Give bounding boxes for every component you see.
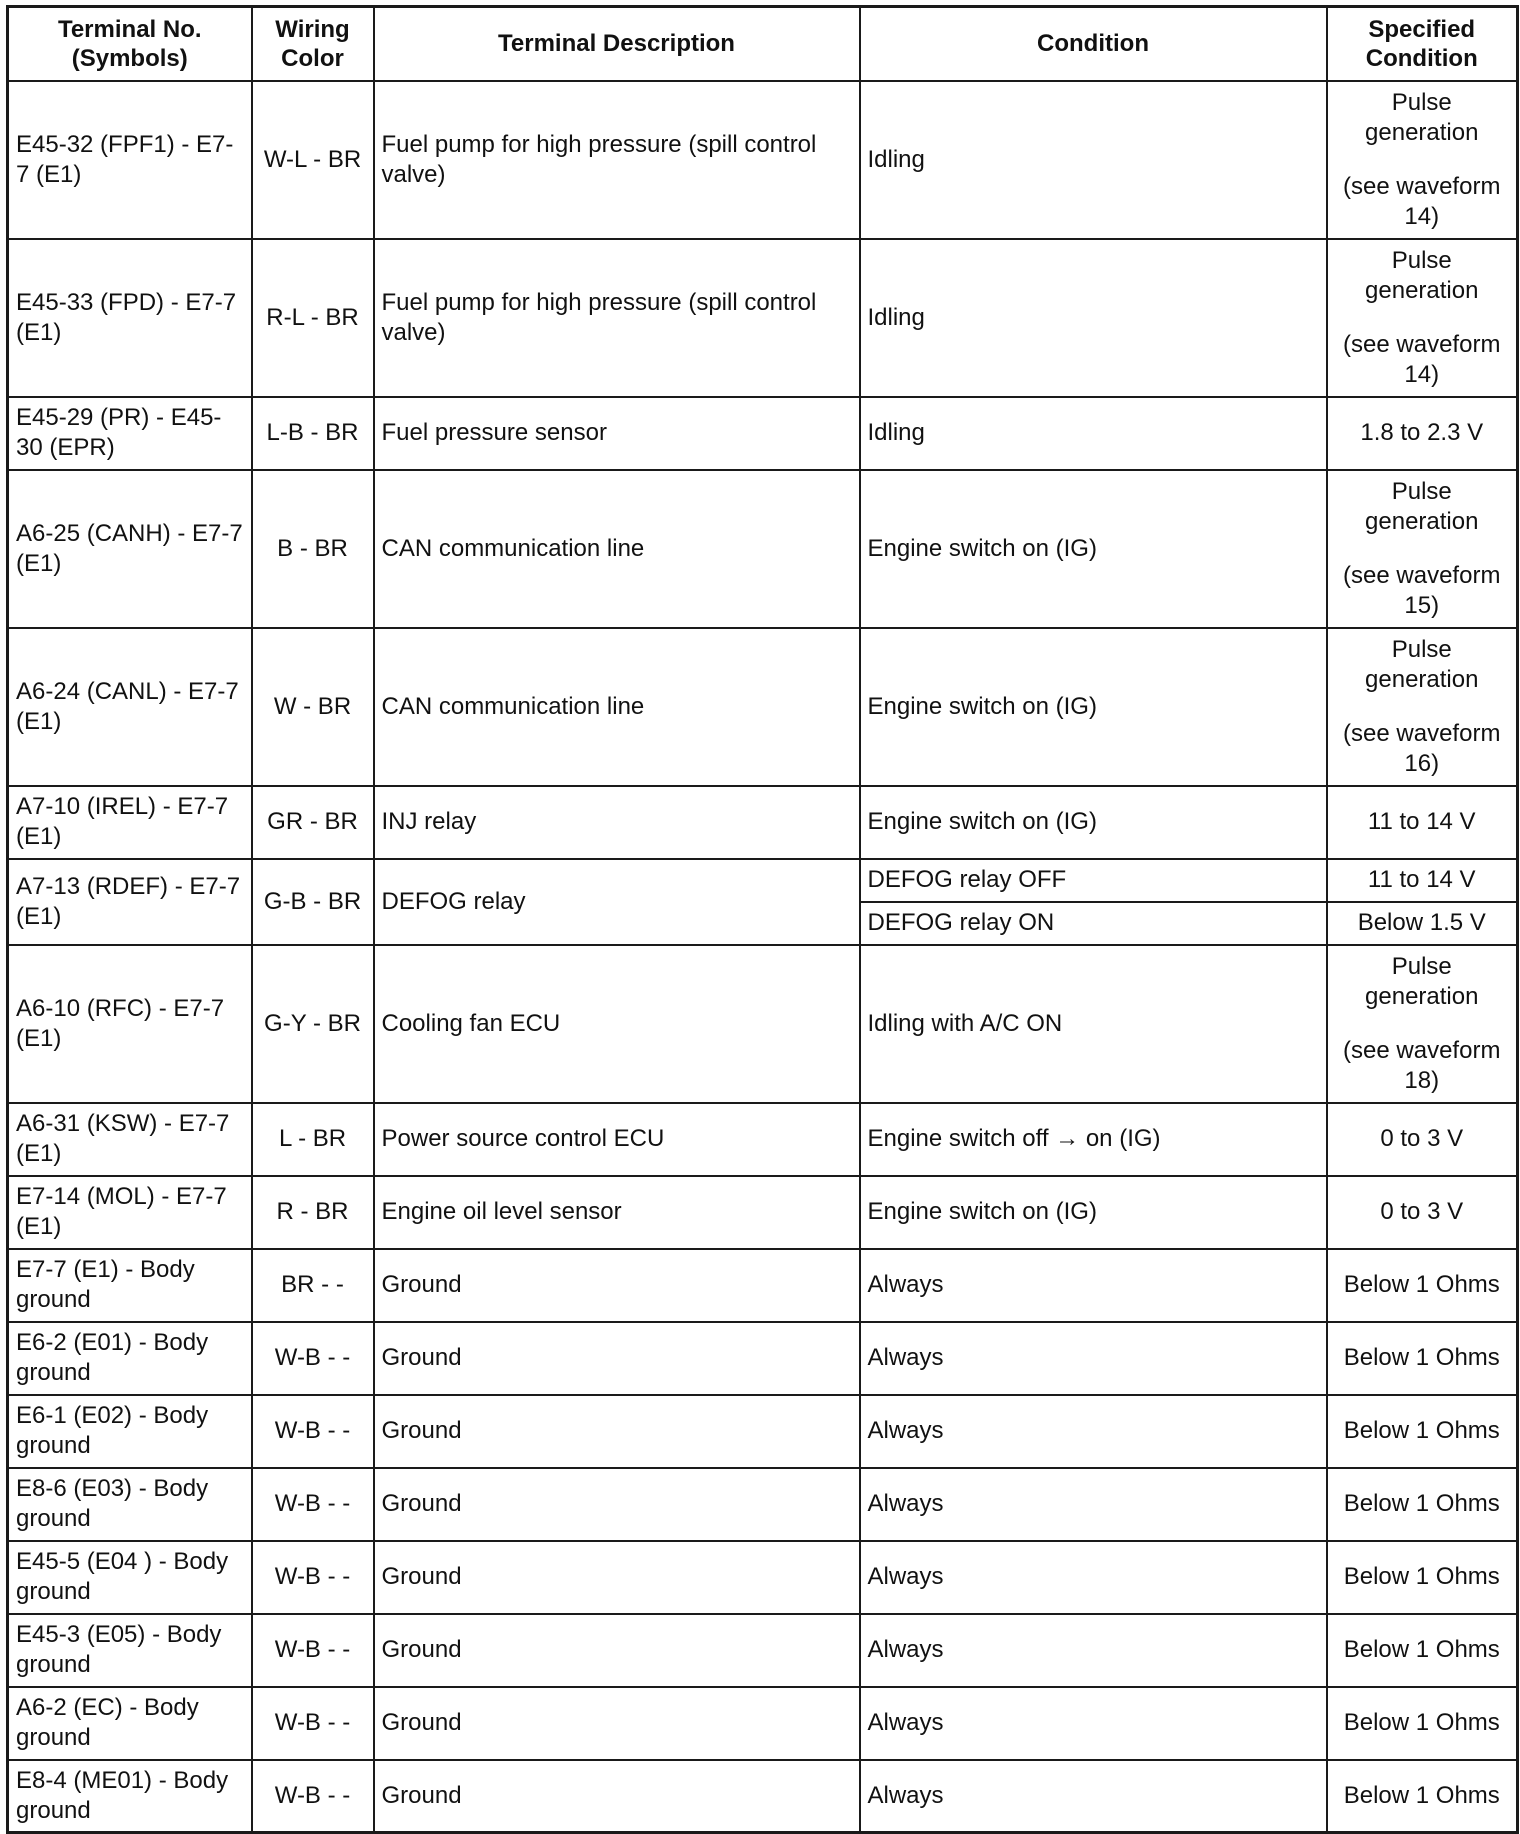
terminal-cell: E45-29 (PR) - E45-30 (EPR) (8, 397, 252, 470)
wiring-color-cell: R-L - BR (252, 239, 374, 397)
terminal-cell: E45-5 (E04 ) - Body ground (8, 1541, 252, 1614)
wiring-color-cell: W-B - - (252, 1687, 374, 1760)
condition-cell: Engine switch off → on (IG) (860, 1103, 1327, 1176)
terminal-cell: E45-33 (FPD) - E7-7 (E1) (8, 239, 252, 397)
terminal-cell: E8-4 (ME01) - Body ground (8, 1760, 252, 1833)
condition-cell: Always (860, 1760, 1327, 1833)
wiring-color-cell: W - BR (252, 628, 374, 786)
table-row (8, 1687, 1518, 1760)
waveform-note: (see waveform 16) (1343, 719, 1501, 777)
wiring-color-cell: G-Y - BR (252, 945, 374, 1103)
specified-condition-cell: Below 1 Ohms (1327, 1468, 1518, 1541)
terminal-cell: E45-32 (FPF1) - E7-7 (E1) (8, 81, 252, 239)
terminal-cell: E45-3 (E05) - Body ground (8, 1614, 252, 1687)
wiring-color-cell: B - BR (252, 470, 374, 628)
condition-cell: Always (860, 1687, 1327, 1760)
table-row (8, 1322, 1518, 1395)
header-terminal-description: Terminal Description (374, 7, 860, 81)
condition-cell: Always (860, 1249, 1327, 1322)
wiring-color-cell: R - BR (252, 1176, 374, 1249)
description-cell: Ground (374, 1541, 860, 1614)
wiring-color-cell: BR - - (252, 1249, 374, 1322)
terminal-cell: A7-13 (RDEF) - E7-7 (E1) (8, 859, 252, 945)
specified-condition-cell: Below 1 Ohms (1327, 1614, 1518, 1687)
terminal-cell: E6-1 (E02) - Body ground (8, 1395, 252, 1468)
table-row (8, 1103, 1518, 1176)
header-wiring-color: Wiring Color (252, 7, 374, 81)
table-row (8, 786, 1518, 859)
description-cell: Fuel pump for high pressure (spill control valve) (374, 81, 860, 239)
condition-cell: Idling (860, 397, 1327, 470)
specified-condition-cell (1327, 945, 1518, 1103)
table-row (8, 628, 1518, 786)
wiring-color-cell: L - BR (252, 1103, 374, 1176)
terminal-cell: A6-25 (CANH) - E7-7 (E1) (8, 470, 252, 628)
table-row (8, 1249, 1518, 1322)
table-row (8, 1760, 1518, 1833)
header-terminal: Terminal No. (Symbols) (8, 7, 252, 81)
specified-condition-cell (1327, 470, 1518, 628)
condition-cell: Always (860, 1395, 1327, 1468)
specified-condition-cell (1327, 81, 1518, 239)
condition-cell: DEFOG relay ON (860, 902, 1327, 945)
wiring-color-cell: W-B - - (252, 1395, 374, 1468)
description-cell: Ground (374, 1614, 860, 1687)
header-condition: Condition (860, 7, 1327, 81)
specified-condition-cell: 11 to 14 V (1327, 859, 1518, 902)
table-row (8, 1395, 1518, 1468)
description-cell: Ground (374, 1395, 860, 1468)
condition-cell: Idling (860, 239, 1327, 397)
description-cell: Ground (374, 1322, 860, 1395)
terminal-cell: A6-24 (CANL) - E7-7 (E1) (8, 628, 252, 786)
table-row (8, 239, 1518, 397)
table-row (8, 397, 1518, 470)
terminal-spec-table (6, 5, 1519, 1834)
description-cell: CAN communication line (374, 628, 860, 786)
specified-condition-cell: 11 to 14 V (1327, 786, 1518, 859)
specified-condition-cell: Below 1 Ohms (1327, 1541, 1518, 1614)
condition-cell: DEFOG relay OFF (860, 859, 1327, 902)
terminal-cell: E6-2 (E01) - Body ground (8, 1322, 252, 1395)
terminal-cell: A6-2 (EC) - Body ground (8, 1687, 252, 1760)
condition-cell: Always (860, 1614, 1327, 1687)
wiring-color-cell: W-B - - (252, 1468, 374, 1541)
terminal-cell: E8-6 (E03) - Body ground (8, 1468, 252, 1541)
specified-condition-cell: 1.8 to 2.3 V (1327, 397, 1518, 470)
specified-condition-cell: Below 1 Ohms (1327, 1249, 1518, 1322)
wiring-color-cell: W-B - - (252, 1322, 374, 1395)
condition-cell: Idling with A/C ON (860, 945, 1327, 1103)
description-cell: Fuel pump for high pressure (spill control valve) (374, 239, 860, 397)
waveform-note: (see waveform 14) (1343, 330, 1501, 388)
spec-value: Pulse generation (1365, 477, 1479, 535)
terminal-cell: A6-31 (KSW) - E7-7 (E1) (8, 1103, 252, 1176)
wiring-color-cell: W-B - - (252, 1541, 374, 1614)
description-cell: Ground (374, 1249, 860, 1322)
table-row (8, 1176, 1518, 1249)
header-specified-condition: Specified Condition (1327, 7, 1518, 81)
wiring-color-cell: G-B - BR (252, 859, 374, 945)
spec-value: Pulse generation (1365, 88, 1479, 146)
description-cell: Power source control ECU (374, 1103, 860, 1176)
waveform-note: (see waveform 15) (1343, 561, 1501, 619)
spec-value: Pulse generation (1365, 246, 1479, 304)
condition-cell: Always (860, 1468, 1327, 1541)
description-cell: Engine oil level sensor (374, 1176, 860, 1249)
description-cell: Cooling fan ECU (374, 945, 860, 1103)
table-row (8, 1468, 1518, 1541)
specified-condition-cell: Below 1.5 V (1327, 902, 1518, 945)
condition-cell: Idling (860, 81, 1327, 239)
table-body (8, 81, 1518, 1833)
condition-cell: Engine switch on (IG) (860, 1176, 1327, 1249)
condition-cell: Engine switch on (IG) (860, 470, 1327, 628)
wiring-color-cell: W-B - - (252, 1614, 374, 1687)
description-cell: Ground (374, 1760, 860, 1833)
terminal-cell: A7-10 (IREL) - E7-7 (E1) (8, 786, 252, 859)
table-row (8, 470, 1518, 628)
wiring-color-cell: W-B - - (252, 1760, 374, 1833)
waveform-note: (see waveform 18) (1343, 1036, 1501, 1094)
header-row (8, 7, 1518, 81)
description-cell: CAN communication line (374, 470, 860, 628)
specified-condition-cell: 0 to 3 V (1327, 1103, 1518, 1176)
description-cell: Ground (374, 1468, 860, 1541)
spec-value: Pulse generation (1365, 952, 1479, 1010)
description-cell: Fuel pressure sensor (374, 397, 860, 470)
description-cell: INJ relay (374, 786, 860, 859)
specified-condition-cell: Below 1 Ohms (1327, 1687, 1518, 1760)
table-row (8, 1541, 1518, 1614)
table-row (8, 859, 1518, 902)
condition-cell: Always (860, 1322, 1327, 1395)
terminal-cell: E7-14 (MOL) - E7-7 (E1) (8, 1176, 252, 1249)
wiring-color-cell: GR - BR (252, 786, 374, 859)
table-row (8, 81, 1518, 239)
table-row (8, 1614, 1518, 1687)
waveform-note: (see waveform 14) (1343, 172, 1501, 230)
condition-cell: Always (860, 1541, 1327, 1614)
description-cell: DEFOG relay (374, 859, 860, 945)
spec-value: Pulse generation (1365, 635, 1479, 693)
specified-condition-cell: Below 1 Ohms (1327, 1395, 1518, 1468)
specified-condition-cell: Below 1 Ohms (1327, 1760, 1518, 1833)
specified-condition-cell (1327, 239, 1518, 397)
description-cell: Ground (374, 1687, 860, 1760)
specified-condition-cell (1327, 628, 1518, 786)
table-header (8, 7, 1518, 81)
table-row (8, 945, 1518, 1103)
condition-cell: Engine switch on (IG) (860, 786, 1327, 859)
terminal-cell: E7-7 (E1) - Body ground (8, 1249, 252, 1322)
condition-cell: Engine switch on (IG) (860, 628, 1327, 786)
wiring-color-cell: L-B - BR (252, 397, 374, 470)
wiring-color-cell: W-L - BR (252, 81, 374, 239)
specified-condition-cell: 0 to 3 V (1327, 1176, 1518, 1249)
terminal-cell: A6-10 (RFC) - E7-7 (E1) (8, 945, 252, 1103)
specified-condition-cell: Below 1 Ohms (1327, 1322, 1518, 1395)
